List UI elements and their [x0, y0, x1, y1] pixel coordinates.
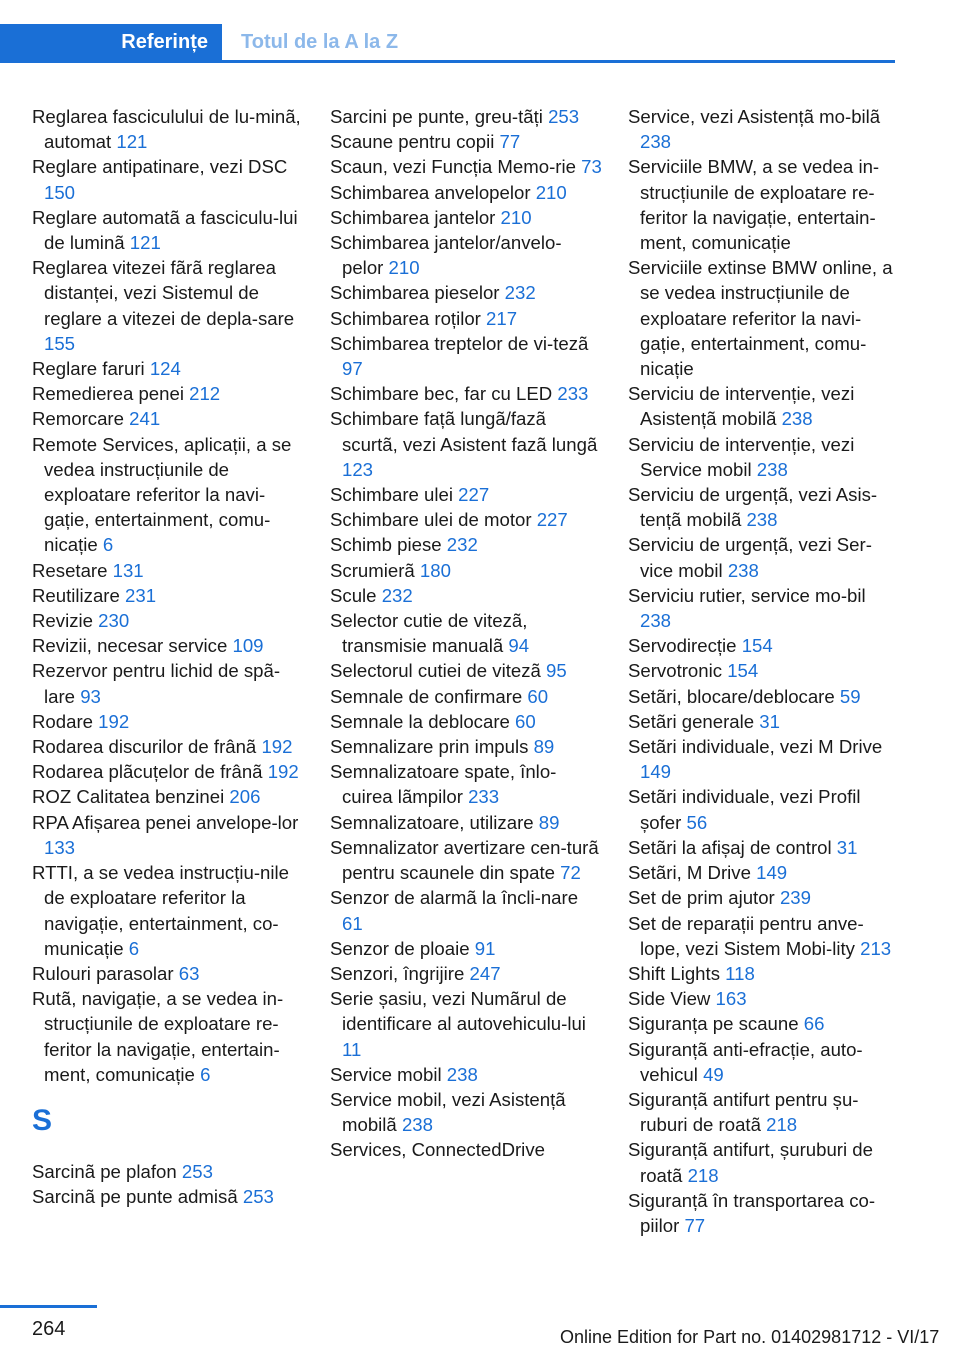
index-entry	[628, 1087, 900, 1137]
index-term: Rodarea plãcuțelor de frânã	[32, 761, 263, 783]
page-link[interactable]: 154	[727, 660, 759, 682]
page-link[interactable]: 210	[535, 181, 567, 203]
index-term: Setãri generale	[628, 710, 755, 732]
index-term: Setãri individuale, vezi M Drive	[628, 736, 883, 758]
index-entry	[628, 835, 900, 860]
page-link[interactable]: 206	[229, 786, 261, 808]
page-link[interactable]: 233	[468, 786, 500, 808]
page-link[interactable]: 218	[766, 1114, 798, 1136]
index-term: Sarcini pe punte, greu‐tãți	[330, 106, 543, 127]
page-link[interactable]: 72	[560, 862, 581, 884]
page-link[interactable]: 89	[538, 811, 560, 833]
index-term: RTTI, a se vedea instrucțiu‐nile de exploatare referitor la navigație, entertainment, co‐municație	[32, 862, 289, 959]
index-term: Serviciile extinse BMW online, a se vedea instrucțiunile de exploatare referitor la navi‐gație, entertainment, comu‐nicație	[628, 257, 893, 380]
index-term: Serviciu de urgențã, vezi Ser‐vice mobil	[628, 534, 872, 581]
page-link[interactable]: 218	[687, 1164, 719, 1186]
index-entry	[330, 104, 602, 129]
page-link[interactable]: 93	[80, 685, 101, 707]
index-term: Scaune pentru copii	[330, 131, 495, 153]
index-term: Semnalizatoare spate, înlo‐cuirea lãmpilor	[330, 761, 557, 808]
index-term: Selectorul cutiei de vitezã	[330, 660, 541, 682]
tab-referinte[interactable]: Referințe	[0, 24, 222, 61]
index-term: Servodirecție	[628, 635, 737, 657]
index-term: Rodare	[32, 710, 93, 732]
index-entry	[330, 129, 602, 154]
index-term: Semnale la deblocare	[330, 710, 510, 732]
index-term: Reglarea vitezei fãrã reglarea distanței, vezi Sistemul de reglare a vitezei de depla‐sare	[32, 257, 295, 329]
index-entry	[330, 381, 602, 406]
index-term: Serviciu de urgențã, vezi Asis‐tențã mobilã	[628, 484, 878, 531]
index-term: Service mobil	[330, 1063, 442, 1085]
index-term: Senzori, îngrijire	[330, 962, 465, 984]
page-link[interactable]: 97	[342, 358, 363, 380]
page-link[interactable]: 77	[499, 131, 521, 153]
index-term: Serviciu de intervenție, vezi Asistențã mobilã	[628, 383, 855, 430]
page-link[interactable]: 11	[342, 1038, 362, 1060]
index-entry	[32, 608, 304, 633]
index-term: Selector cutie de vitezã, transmisie manualã	[330, 610, 528, 657]
index-entry	[32, 255, 304, 356]
index-entry	[628, 1188, 900, 1238]
index-term: Reglare faruri	[32, 358, 145, 380]
index-term: Shift Lights	[628, 962, 720, 984]
page-link[interactable]: 239	[779, 887, 811, 909]
page-link[interactable]: 217	[486, 307, 518, 329]
index-entry	[32, 356, 304, 381]
page-link[interactable]: 238	[640, 610, 672, 632]
index-entry	[330, 961, 602, 986]
index-entry	[32, 583, 304, 608]
page-link[interactable]: 149	[756, 862, 788, 884]
index-term: Side View	[628, 988, 711, 1010]
index-term: Siguranțã antifurt, șuruburi de roatã	[628, 1139, 873, 1186]
index-entry	[628, 1011, 900, 1036]
index-entry	[330, 608, 602, 658]
index-term: Set de prim ajutor	[628, 887, 775, 909]
index-entry	[628, 532, 900, 582]
page-link[interactable]: 180	[419, 559, 451, 581]
page-link[interactable]: 60	[515, 710, 536, 732]
page-link[interactable]: 253	[548, 106, 580, 127]
page-link[interactable]: 238	[727, 559, 759, 581]
index-term: Set de reparații pentru anve‐lope, vezi Sistem Mobi‐lity	[628, 912, 864, 959]
index-term: Schimbarea roților	[330, 307, 481, 329]
index-term: Schimbare bec, far cu LED	[330, 383, 553, 405]
index-entry	[32, 205, 304, 255]
index-term: Siguranțã în transportarea co‐piilor	[628, 1189, 876, 1236]
index-entry	[330, 835, 602, 885]
page-link[interactable]: 247	[469, 962, 501, 984]
index-entry	[32, 961, 304, 986]
index-term: Setãri, M Drive	[628, 862, 751, 884]
index-term: Setãri la afișaj de control	[628, 836, 832, 858]
index-entry	[32, 709, 304, 734]
index-term: Serviciu de intervenție, vezi Service mobil	[628, 433, 855, 480]
page-link[interactable]: 56	[686, 811, 708, 833]
index-term: Schimbarea jantelor/anvelo‐pelor	[330, 232, 562, 279]
index-term: Revizii, necesar service	[32, 635, 228, 657]
page-link[interactable]: 213	[860, 937, 892, 959]
index-term: Schimbare fațã lungã/fazã scurtã, vezi Asistent fazã lungã	[330, 408, 598, 455]
index-entry	[330, 406, 602, 482]
index-term: Servotronic	[628, 660, 723, 682]
page-link[interactable]: 121	[116, 131, 148, 153]
page-link[interactable]: 61	[342, 912, 363, 934]
page-link[interactable]: 121	[129, 232, 161, 254]
index-entry	[628, 583, 900, 633]
page-link[interactable]: 59	[839, 685, 861, 707]
index-entry	[628, 658, 900, 683]
index-term: Schimbarea treptelor de vi‐tezã	[330, 332, 589, 354]
index-column-3	[628, 104, 900, 1238]
index-term: Scaun, vezi Funcția Memo‐rie	[330, 156, 576, 178]
index-entry	[330, 658, 602, 683]
index-entry	[330, 482, 602, 507]
index-entry	[330, 532, 602, 557]
page-link[interactable]: 77	[684, 1214, 706, 1236]
index-term: Senzor de alarmã la încli‐nare	[330, 887, 579, 909]
page-link[interactable]: 133	[44, 836, 76, 858]
page-link[interactable]: 6	[200, 1063, 211, 1085]
index-term: Schimbarea jantelor	[330, 206, 496, 228]
tab-totul-de-la-a-la-z[interactable]: Totul de la A la Z	[241, 31, 399, 53]
page-link[interactable]: 95	[546, 660, 567, 682]
index-term: Service mobil, vezi Asistențã mobilã	[330, 1088, 566, 1136]
index-term: Resetare	[32, 559, 108, 581]
page-link[interactable]: 89	[533, 736, 555, 758]
page-link[interactable]: 63	[178, 962, 200, 984]
index-entry	[330, 885, 602, 935]
index-entry	[330, 936, 602, 961]
index-term: Scule	[330, 584, 377, 606]
index-entry	[628, 961, 900, 986]
index-term: Rodarea discurilor de frânã	[32, 736, 257, 758]
index-term: Schimbare ulei de motor	[330, 509, 532, 531]
index-entry	[628, 154, 900, 255]
index-term: Senzor de ploaie	[330, 937, 470, 959]
page-link[interactable]: 155	[44, 332, 76, 354]
index-entry	[628, 381, 900, 431]
index-entry	[32, 1184, 304, 1209]
index-term: Sarcinã pe plafon	[32, 1160, 177, 1182]
index-term: Serie șasiu, vezi Numãrul de identificare al autovehiculu‐lui	[330, 988, 586, 1035]
index-entry	[32, 759, 304, 784]
index-entry	[330, 734, 602, 759]
index-entry	[628, 911, 900, 961]
index-entry	[32, 1159, 304, 1184]
page-link[interactable]: 109	[232, 635, 264, 657]
index-entry	[330, 205, 602, 230]
index-term: Remote Services, aplicații, a se vedea instrucțiunile de exploatare referitor la navi‐gație, entertainment, comu‐nicație	[32, 433, 292, 556]
page-link[interactable]: 192	[261, 736, 293, 758]
page-link[interactable]: 6	[128, 937, 140, 959]
page-link[interactable]: 212	[189, 383, 221, 405]
page-link[interactable]: 227	[536, 509, 568, 531]
index-entry	[628, 986, 900, 1011]
page-link[interactable]: 210	[500, 206, 532, 228]
section-letter: S	[32, 1103, 53, 1137]
page-header	[0, 0, 960, 62]
index-entry	[628, 432, 900, 482]
index-term: Revizie	[32, 610, 93, 632]
index-entry	[330, 180, 602, 205]
index-entry	[32, 633, 304, 658]
index-entry	[628, 482, 900, 532]
index-entry	[330, 709, 602, 734]
page-link[interactable]: 232	[446, 534, 478, 556]
page-link[interactable]: 94	[508, 635, 530, 657]
page-link[interactable]: 131	[112, 559, 144, 581]
page-link[interactable]: 150	[44, 181, 76, 203]
index-entry	[628, 1137, 900, 1187]
index-entry	[32, 986, 304, 1087]
page-link[interactable]: 149	[640, 761, 672, 783]
page-link[interactable]: 227	[458, 484, 490, 506]
index-column-1	[32, 104, 304, 1209]
index-term: Rulouri parasolar	[32, 962, 174, 984]
index-entry	[32, 432, 304, 558]
page-link[interactable]: 238	[746, 509, 778, 531]
page-link[interactable]: 253	[242, 1186, 274, 1208]
index-term: Reglare automatã a fasciculu‐lui de luminã	[32, 206, 298, 254]
index-term: Scrumierã	[330, 559, 415, 581]
index-entry	[32, 154, 304, 204]
header-rule	[0, 60, 895, 63]
index-term: Setãri, blocare/deblocare	[628, 685, 835, 707]
page-link[interactable]: 233	[557, 383, 589, 405]
index-entry	[628, 709, 900, 734]
index-term: Semnale de confirmare	[330, 685, 523, 707]
page-link[interactable]: 6	[102, 534, 114, 556]
index-term: Remorcare	[32, 408, 124, 430]
page-link[interactable]: 230	[98, 610, 130, 632]
page-link[interactable]: 238	[781, 408, 813, 430]
page-link[interactable]: 163	[715, 988, 747, 1010]
page-link[interactable]: 238	[401, 1114, 433, 1136]
page-link[interactable]: 31	[759, 710, 780, 732]
index-term: Serviciile BMW, a se vedea in‐strucțiunile de exploatare re‐feritor la navigație, entertain‐ment, comunicație	[628, 156, 880, 254]
index-entry	[32, 104, 304, 154]
index-entry	[330, 507, 602, 532]
index-entry	[330, 684, 602, 709]
page-link[interactable]: 238	[756, 458, 788, 480]
page-link[interactable]: 192	[98, 710, 130, 732]
index-entry	[628, 633, 900, 658]
index-entry	[330, 558, 602, 583]
page-link[interactable]: 91	[474, 937, 496, 959]
page-link[interactable]: 231	[125, 584, 157, 606]
index-term: Service, vezi Asistențã mo‐bilã	[628, 106, 881, 127]
index-term: RPA Afișarea penei anvelope‐lor	[32, 811, 299, 833]
index-entry	[32, 381, 304, 406]
page-link[interactable]: 232	[381, 584, 413, 606]
index-term: Reglare antipatinare, vezi DSC	[32, 156, 288, 178]
index-term: Siguranțã anti-efracție, auto‐vehicul	[628, 1038, 863, 1085]
index-entry	[628, 784, 900, 834]
index-entry	[330, 154, 602, 179]
page-link[interactable]: 238	[446, 1063, 478, 1085]
index-entry	[32, 406, 304, 431]
index-term: Siguranța pe scaune	[628, 1013, 799, 1035]
index-term: Schimbare ulei	[330, 484, 453, 506]
index-entry	[628, 1037, 900, 1087]
index-entry	[628, 684, 900, 709]
index-term: Semnalizator avertizare cen‐turã pentru scaunele din spate	[330, 836, 599, 884]
index-term: Serviciu rutier, service mo‐bil	[628, 584, 866, 606]
page-link[interactable]: 154	[741, 635, 773, 657]
index-entry	[628, 104, 900, 154]
index-term: ROZ Calitatea benzinei	[32, 786, 225, 808]
index-term: Remedierea penei	[32, 383, 184, 405]
page-link[interactable]: 49	[703, 1063, 724, 1085]
page-link[interactable]: 253	[181, 1160, 213, 1182]
index-entry	[32, 658, 304, 708]
index-term: Schimbarea pieselor	[330, 282, 500, 304]
index-term: Reutilizare	[32, 584, 120, 606]
index-term: Reglarea fasciculului de lu‐minã, automat	[32, 106, 301, 153]
index-entry	[330, 306, 602, 331]
index-column-2	[330, 104, 602, 1163]
index-entry	[330, 810, 602, 835]
page-number: 264	[32, 1318, 66, 1340]
page-link[interactable]: 238	[640, 131, 672, 153]
index-term: Setãri individuale, vezi Profil șofer	[628, 786, 861, 833]
index-entry	[330, 1062, 602, 1087]
index-term: Sarcinã pe punte admisã	[32, 1186, 238, 1208]
index-term: Services, ConnectedDrive	[330, 1139, 545, 1161]
index-term: Schimbarea anvelopelor	[330, 181, 531, 203]
index-entry	[32, 860, 304, 961]
index-entry	[32, 784, 304, 809]
page-link[interactable]: 241	[129, 408, 161, 430]
index-entry	[330, 1087, 602, 1137]
page-link[interactable]: 60	[527, 685, 549, 707]
index-entry	[32, 810, 304, 860]
index-entry	[330, 583, 602, 608]
footer-rule	[0, 1305, 97, 1308]
index-term: Siguranțã antifurt pentru șu‐ruburi de roatã	[628, 1088, 859, 1136]
edition-note: Online Edition for Part no. 01402981712 - VI/17	[560, 1327, 940, 1347]
page-link[interactable]: 118	[725, 962, 755, 984]
index-term: Semnalizatoare, utilizare	[330, 811, 534, 833]
index-entry	[628, 860, 900, 885]
index-entry	[628, 885, 900, 910]
index-entry	[330, 331, 602, 381]
index-entry	[628, 255, 900, 381]
index-entry	[628, 734, 900, 784]
page-link[interactable]: 192	[267, 761, 299, 783]
index-entry	[32, 734, 304, 759]
page-link[interactable]: 73	[581, 156, 602, 178]
index-term: Rutã, navigație, a se vedea in‐strucțiunile de exploatare re‐feritor la navigație, entertain‐ment, comunicație	[32, 988, 284, 1085]
index-term: Semnalizare prin impuls	[330, 736, 529, 758]
index-term: Rezervor pentru lichid de spã‐lare	[32, 660, 281, 707]
index-entry	[330, 986, 602, 1062]
index-entry	[330, 1137, 602, 1162]
page-link[interactable]: 123	[342, 458, 374, 480]
index-term: Schimb piese	[330, 534, 442, 556]
page-link[interactable]: 31	[836, 836, 858, 858]
page-link[interactable]: 210	[388, 257, 420, 279]
index-entry	[330, 230, 602, 280]
page-link[interactable]: 124	[149, 358, 181, 380]
index-entry	[330, 759, 602, 809]
index-entry	[330, 280, 602, 305]
page-link[interactable]: 232	[504, 282, 536, 304]
index-entry	[32, 558, 304, 583]
page-link[interactable]: 66	[803, 1013, 825, 1035]
